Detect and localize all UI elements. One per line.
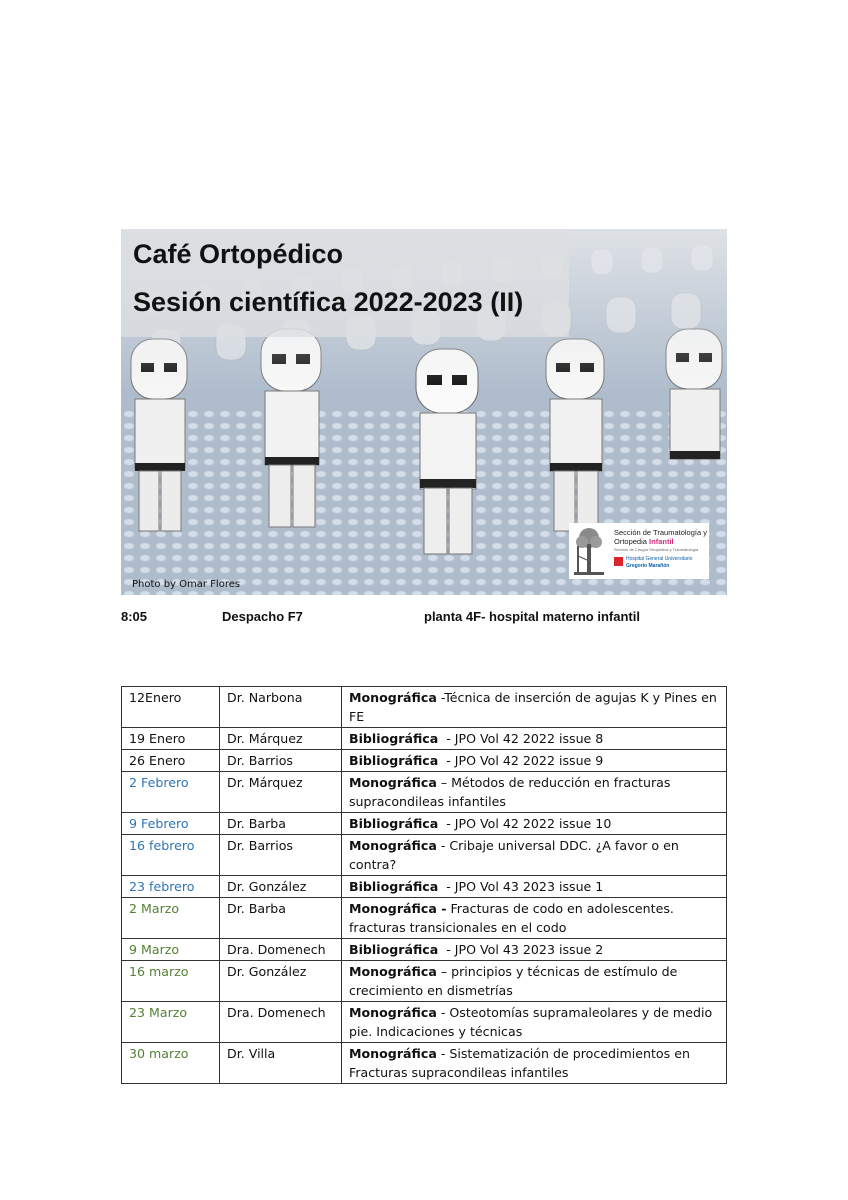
session-date: 23 Marzo xyxy=(122,1002,220,1043)
session-topic xyxy=(342,876,727,898)
department-logo xyxy=(569,523,709,579)
presenter: Dr. Barba xyxy=(220,813,342,835)
logo-ortopedia: Ortopedia xyxy=(614,537,650,546)
title-overlay xyxy=(121,229,569,337)
schedule-table xyxy=(121,686,727,1084)
session-topic-text: -Técnica de inserción de agujas K y Pines en FE xyxy=(349,690,721,724)
session-topic-text: - JPO Vol 43 2023 issue 2 xyxy=(438,942,604,957)
session-date: 9 Febrero xyxy=(122,813,220,835)
session-category: Bibliográfica xyxy=(349,731,439,746)
session-date: 12Enero xyxy=(122,687,220,728)
session-topic-text: – principios y técnicas de estímulo de crecimiento en dismetrías xyxy=(349,964,682,998)
session-category: Bibliográfica xyxy=(349,879,439,894)
table-row xyxy=(122,1043,727,1084)
presenter: Dr. Márquez xyxy=(220,772,342,813)
session-topic xyxy=(342,687,727,728)
presenter: Dr. Barrios xyxy=(220,750,342,772)
table-row xyxy=(122,750,727,772)
session-topic-text: - JPO Vol 42 2022 issue 8 xyxy=(438,731,604,746)
session-topic xyxy=(342,772,727,813)
schedule-rows xyxy=(122,687,727,1084)
session-topic-text: - Cribaje universal DDC. ¿A favor o en contra? xyxy=(349,838,683,872)
presenter: Dra. Domenech xyxy=(220,1002,342,1043)
session-room: Despacho F7 xyxy=(222,609,303,624)
logo-hospital-line1: Hospital General Universitario xyxy=(626,556,693,562)
session-date: 26 Enero xyxy=(122,750,220,772)
session-category: Monográfica xyxy=(349,1005,437,1020)
session-topic xyxy=(342,961,727,1002)
presenter: Dr. Márquez xyxy=(220,728,342,750)
session-category: Bibliográfica xyxy=(349,753,439,768)
table-row xyxy=(122,687,727,728)
session-category: Monográfica xyxy=(349,775,437,790)
session-date: 30 marzo xyxy=(122,1043,220,1084)
session-topic-text: – Métodos de reducción en fracturas supracondileas infantiles xyxy=(349,775,675,809)
table-row xyxy=(122,1002,727,1043)
page-title: Café Ortopédico xyxy=(133,239,344,269)
session-topic xyxy=(342,898,727,939)
session-topic-text: - JPO Vol 42 2022 issue 9 xyxy=(438,753,604,768)
session-category: Bibliográfica xyxy=(349,816,439,831)
session-date: 9 Marzo xyxy=(122,939,220,961)
photo-credit: Photo by Omar Flores xyxy=(132,579,241,590)
session-category: Monográfica - xyxy=(349,901,447,916)
session-category: Bibliográfica xyxy=(349,942,439,957)
session-topic-text: Fracturas de codo en adolescentes. fracturas transicionales en el codo xyxy=(349,901,678,935)
table-row xyxy=(122,772,727,813)
session-category: Monográfica xyxy=(349,1046,437,1061)
orthopedic-tree-icon xyxy=(572,526,606,576)
session-topic-text: - JPO Vol 43 2023 issue 1 xyxy=(438,879,604,894)
session-topic xyxy=(342,835,727,876)
session-date: 16 febrero xyxy=(122,835,220,876)
presenter: Dr. Barrios xyxy=(220,835,342,876)
table-row xyxy=(122,813,727,835)
session-topic xyxy=(342,1043,727,1084)
session-date: 23 febrero xyxy=(122,876,220,898)
session-category: Monográfica xyxy=(349,964,437,979)
logo-hospital-line2: Gregorio Marañón xyxy=(626,563,670,569)
table-row xyxy=(122,728,727,750)
logo-section-name: Sección de Traumatología y xyxy=(614,528,707,537)
session-category: Monográfica xyxy=(349,838,437,853)
hospital-mark-icon xyxy=(614,557,623,566)
table-row xyxy=(122,898,727,939)
table-row xyxy=(122,961,727,1002)
page-subtitle: Sesión científica 2022-2023 (II) xyxy=(133,287,524,317)
session-topic xyxy=(342,1002,727,1043)
session-topic-text: - Sistematización de procedimientos en Fracturas supracondileas infantiles xyxy=(349,1046,694,1080)
session-date: 16 marzo xyxy=(122,961,220,1002)
session-topic xyxy=(342,939,727,961)
presenter: Dr. González xyxy=(220,876,342,898)
presenter: Dr. Villa xyxy=(220,1043,342,1084)
session-topic-text: - Osteotomías supramaleolares y de medio pie. Indicaciones y técnicas xyxy=(349,1005,717,1039)
session-topic-text: - JPO Vol 42 2022 issue 10 xyxy=(438,816,612,831)
logo-section-name-2 xyxy=(614,537,674,546)
logo-service: Servicio de Cirugía Ortopédica y Traumatología xyxy=(614,547,699,552)
session-topic xyxy=(342,750,727,772)
table-row xyxy=(122,939,727,961)
presenter: Dr. Narbona xyxy=(220,687,342,728)
session-time: 8:05 xyxy=(121,609,148,624)
session-location: planta 4F- hospital materno infantil xyxy=(424,609,640,624)
session-topic xyxy=(342,728,727,750)
session-topic xyxy=(342,813,727,835)
table-row xyxy=(122,835,727,876)
session-category: Monográfica xyxy=(349,690,437,705)
session-date: 19 Enero xyxy=(122,728,220,750)
session-date: 2 Febrero xyxy=(122,772,220,813)
table-row xyxy=(122,876,727,898)
logo-infantil: Infantil xyxy=(649,537,674,546)
presenter: Dr. Barba xyxy=(220,898,342,939)
presenter: Dr. González xyxy=(220,961,342,1002)
presenter: Dra. Domenech xyxy=(220,939,342,961)
session-date: 2 Marzo xyxy=(122,898,220,939)
hero-photo xyxy=(121,229,727,595)
